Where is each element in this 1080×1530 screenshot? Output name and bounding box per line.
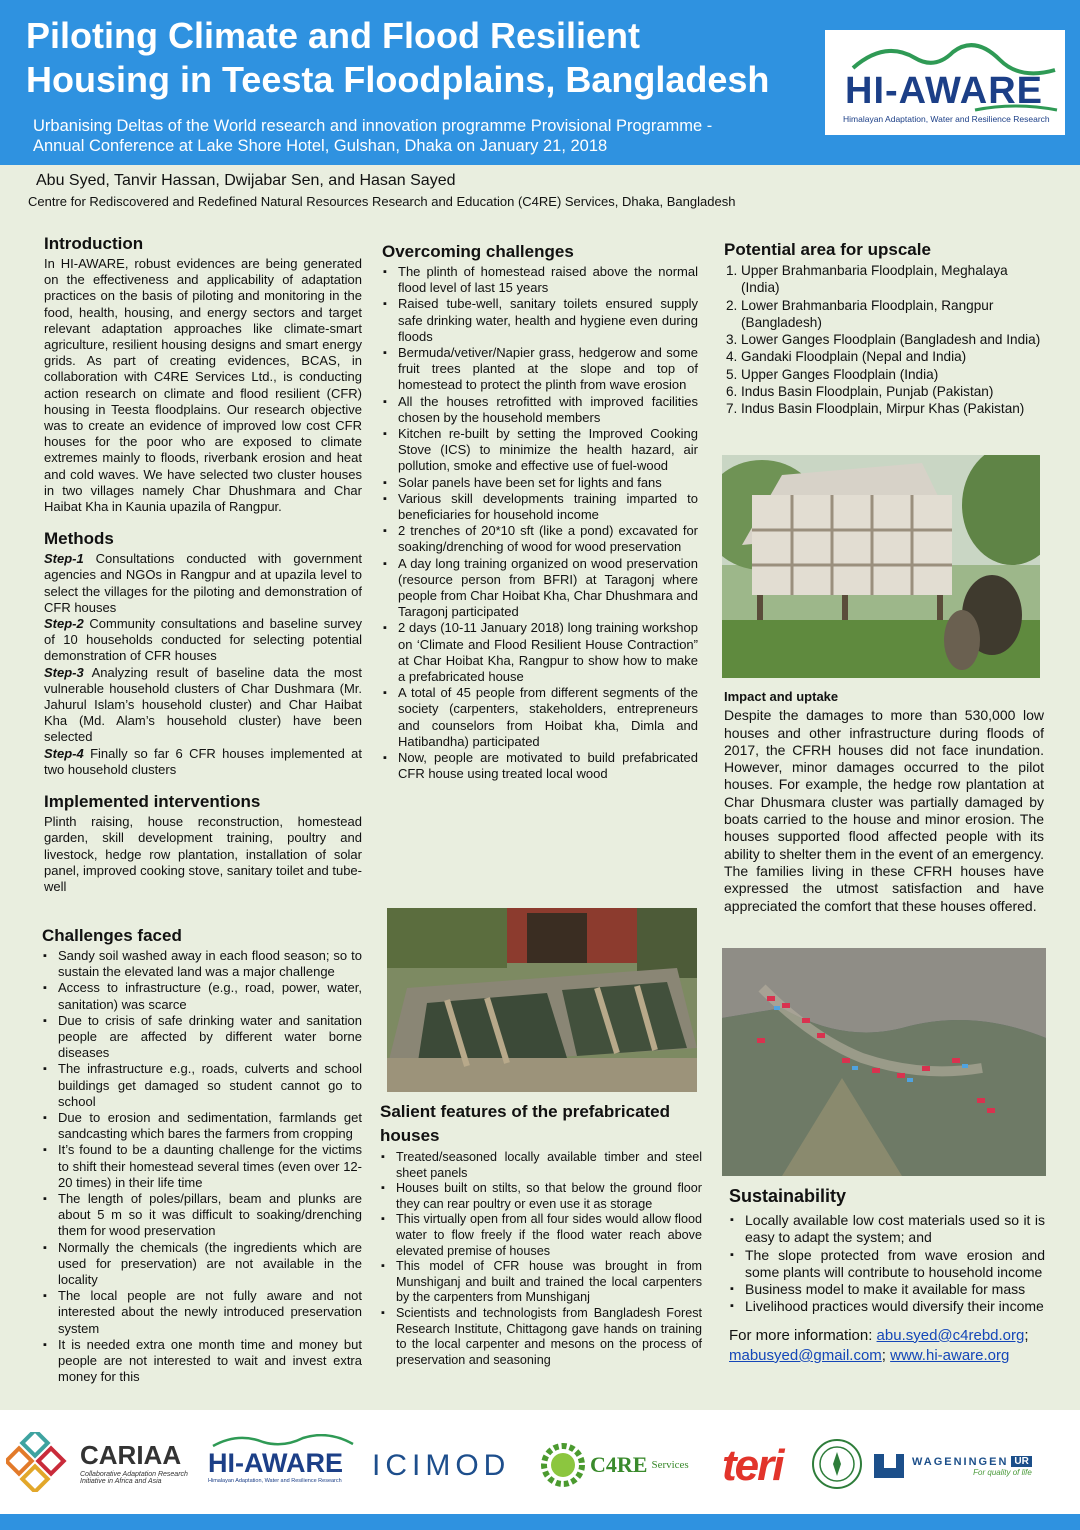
upscale-list bbox=[724, 262, 1044, 418]
poster-subtitle: Urbanising Deltas of the World research and innovation programme Provisional Programme - Annual Conference at Lake Shore Hotel, Gulshan, Dhaka on January 21, 2018 bbox=[33, 117, 713, 155]
list-item: ▪ Locally available low cost materials used so it is easy to adapt the system; and bbox=[729, 1212, 1045, 1247]
list-item: 3. Lower Ganges Floodplain (Bangladesh and India) bbox=[726, 332, 1041, 348]
hi-aware-logo-text: HI-AWARE bbox=[845, 70, 1043, 112]
salient-list bbox=[380, 1150, 702, 1368]
introduction-section bbox=[44, 234, 362, 515]
method-step: Step-3 Analyzing result of baseline data the most vulnerable household clusters of Char Dushmara (Mr. Jahurul Islam’s household cluster) and Char Haibat Kha (Md. Alam’s household cluster) have been selected bbox=[44, 664, 362, 745]
method-step: Step-4 Finally so far 6 CFR houses implemented at two household clusters bbox=[44, 745, 362, 777]
overcoming-section bbox=[382, 242, 698, 783]
upscale-heading: Potential area for upscale bbox=[724, 240, 931, 259]
list-item: ▪ Livelihood practices would diversify their income bbox=[729, 1298, 1045, 1315]
list-item: ▪ All the houses retrofitted with improved facilities chosen by the household members bbox=[382, 394, 698, 426]
cariaa-diamond-icon bbox=[6, 1432, 70, 1492]
implemented-section bbox=[44, 792, 362, 895]
list-item: ▪ Treated/seasoned locally available timber and steel sheet panels bbox=[380, 1150, 702, 1181]
list-item: ▪ Bermuda/vetiver/Napier grass, hedgerow and some fruit trees planted at the slope and top of homestead to protect the plinth from wave erosion bbox=[382, 345, 698, 394]
impact-section bbox=[724, 688, 1044, 915]
government-seal-icon bbox=[810, 1436, 864, 1492]
teri-logo: teri bbox=[722, 1441, 783, 1490]
list-item: ▪ A day long training organized on wood preservation (resource person from BFRI) at Taragonj where people from Char Hoibat Kha, Char Dhushmara and Taragonj participated bbox=[382, 556, 698, 621]
list-item: ▪ Houses built on stilts, so that below the ground floor they can rear poultry or even use it as storage bbox=[380, 1181, 702, 1212]
list-item: ▪ Raised tube-well, sanitary toilets ensured supply safe drinking water, health and hygiene even during floods bbox=[382, 296, 698, 345]
method-step: Step-2 Community consultations and baseline survey of 10 households conducted for selecting potential demonstration of CFR houses bbox=[44, 616, 362, 664]
cariaa-logo: CARIAA Collaborative Adaptation Research Initiative in Africa and Asia bbox=[6, 1432, 206, 1492]
list-item: ▪ Due to erosion and sedimentation, farmlands get sandcasting which bares the farmers from cropping bbox=[42, 1110, 362, 1142]
hi-aware-wave-icon bbox=[208, 1434, 358, 1448]
salient-heading: Salient features of the prefabricated houses bbox=[380, 1102, 671, 1145]
trench-photo bbox=[387, 908, 697, 1092]
overcoming-heading: Overcoming challenges bbox=[382, 242, 574, 261]
impact-text: Despite the damages to more than 530,000 low houses and other infrastructure during floods of 2017, the CFRH houses did not face inundation. However, minor damages occurred to the pilot houses. For example, the hedge row plantation at Char Dhusmara cluster was partially damaged by boats carried to the house and minor erosion. The houses supported flood affected people with its ability to shelter them in the event of an emergency. The families living in these CFRH houses have expressed the utmost satisfaction and have appreciated the comfort that these houses offered. bbox=[724, 707, 1044, 914]
list-item: 6. Indus Basin Floodplain, Punjab (Pakistan) bbox=[726, 384, 994, 400]
challenges-heading: Challenges faced bbox=[42, 926, 182, 945]
more-information: For more information: abu.syed@c4rebd.org; mabusyed@gmail.com; www.hi-aware.org bbox=[729, 1326, 1029, 1364]
footer-bar bbox=[0, 1514, 1080, 1530]
list-item: ▪ Various skill developments training imparted to beneficiaries for household income bbox=[382, 491, 698, 523]
footer-logos bbox=[0, 1410, 1080, 1514]
affiliation: Centre for Rediscovered and Redefined Natural Resources Research and Education (C4RE) Services, Dhaka, Bangladesh bbox=[28, 194, 736, 209]
list-item: ▪ The slope protected from wave erosion and some plants will contribute to household income bbox=[729, 1247, 1045, 1282]
list-item: ▪ Sandy soil washed away in each flood season; so to sustain the elevated land was a major challenge bbox=[42, 948, 362, 980]
overcoming-list bbox=[382, 264, 698, 783]
list-item: 5. Upper Ganges Floodplain (India) bbox=[726, 366, 939, 382]
hi-aware-logo-tagline: Himalayan Adaptation, Water and Resilience Research bbox=[843, 114, 1050, 124]
hi-aware-logo bbox=[825, 30, 1065, 135]
header-banner bbox=[0, 0, 1080, 165]
column-left bbox=[44, 234, 362, 909]
list-item: 1. Upper Brahmanbaria Floodplain, Meghalaya (India) bbox=[726, 263, 1008, 296]
method-step: Step-1 Consultations conducted with government agencies and NGOs in Rangpur and at upazila level to select the villages for the piloting and demonstration of CFR houses bbox=[44, 551, 362, 615]
list-item: ▪ 2 trenches of 20*10 sft (like a pond) excavated for soaking/drenching of wood for wood preservation bbox=[382, 523, 698, 555]
list-item: ▪ Access to infrastructure (e.g., road, power, water, sanitation) was scarce bbox=[42, 980, 362, 1012]
email-link-2[interactable]: mabusyed@gmail.com bbox=[729, 1346, 882, 1364]
list-item: ▪ Scientists and technologists from Bangladesh Forest Research Institute, Chittagong gave hands on training to the local carpenter and mesons on the process of preservation and seasoning bbox=[380, 1306, 702, 1368]
sustainability-heading: Sustainability bbox=[729, 1186, 847, 1206]
list-item: ▪ Solar panels have been set for lights and fans bbox=[382, 475, 698, 491]
list-item: ▪ The local people are not fully aware and not interested about the newly introduced preservation system bbox=[42, 1288, 362, 1337]
list-item: ▪ This model of CFR house was brought in from Munshiganj and built and trained the local carpenters by the carpenters from Munshiganj bbox=[380, 1259, 702, 1306]
implemented-text: Plinth raising, house reconstruction, homestead garden, skill development training, poultry and livestock, hedge row plantation, installation of solar panel, improved cooking stove, sanitary toilet and tube-well bbox=[44, 814, 362, 894]
list-item: ▪ It is needed extra one month time and money but people are not interested to wait and invest extra money for this bbox=[42, 1337, 362, 1386]
hi-aware-footer-logo: HI-AWARE Himalayan Adaptation, Water and Resilience Research bbox=[208, 1434, 368, 1496]
poster-title: Piloting Climate and Flood Resilient Housing in Teesta Floodplains, Bangladesh bbox=[26, 15, 770, 100]
cfr-house-photo bbox=[722, 455, 1040, 678]
list-item: ▪ The length of poles/pillars, beam and plunks are about 5 m so it was difficult to soaking/drenching them for wood preservation bbox=[42, 1191, 362, 1240]
introduction-heading: Introduction bbox=[44, 234, 144, 253]
challenges-list bbox=[42, 948, 362, 1385]
methods-section bbox=[44, 529, 362, 778]
list-item: ▪ The infrastructure e.g., roads, culverts and school buildings get damaged so student cannot go to school bbox=[42, 1061, 362, 1110]
list-item: 2. Lower Brahmanbaria Floodplain, Rangpur (Bangladesh) bbox=[726, 297, 994, 330]
email-link-1[interactable]: abu.syed@c4rebd.org bbox=[876, 1326, 1025, 1344]
wageningen-mark-icon bbox=[872, 1452, 906, 1480]
introduction-text: In HI-AWARE, robust evidences are being generated on the effectiveness and applicability of adaptation practices on the basis of piloting and monitoring in the food, health, housing, and energy sectors and target relevant adaptation approaches like climate-smart agriculture, resilient housing designs and smart energy grids. As part of creating evidences, BCAS, in collaboration with C4RE Services Ltd., is conducting action research on climate and flood resilient (CFR) housing in Teesta floodplains. Our research objective was to create an evidence of improved low cost CFR houses for the poor who are exposed to climate extremes mainly to floods, riverbank erosion and heat and cold waves. We have selected two cluster houses in two villages namely Char Dhushmara and Char Haibat Kha in Kaunia upazila of Rangpur. bbox=[44, 256, 362, 515]
list-item: 7. Indus Basin Floodplain, Mirpur Khas (Pakistan) bbox=[726, 401, 1025, 417]
list-item: ▪ Kitchen re-built by setting the Improved Cooking Stove (ICS) to minimize the health hazard, air pollution, smoke and effective use of fuel-wood bbox=[382, 426, 698, 475]
sustainability-list bbox=[729, 1212, 1045, 1316]
website-link[interactable]: www.hi-aware.org bbox=[890, 1346, 1010, 1364]
list-item: ▪ A total of 45 people from different segments of the society (carpenters, stakeholders, entrepreneurs and counselors from Hoibat kha, Dimla and Hatibandha) participated bbox=[382, 685, 698, 750]
upscale-section bbox=[724, 240, 1044, 418]
list-item: ▪ Business model to make it available for mass bbox=[729, 1281, 1045, 1298]
list-item: ▪ Normally the chemicals (the ingredients which are used for preservation) are not available in the locality bbox=[42, 1240, 362, 1289]
challenges-section bbox=[42, 926, 362, 1385]
list-item: ▪ Due to crisis of safe drinking water and sanitation people are affected by different water borne diseases bbox=[42, 1013, 362, 1062]
salient-section bbox=[380, 1100, 702, 1368]
authors: Abu Syed, Tanvir Hassan, Dwijabar Sen, and Hasan Sayed bbox=[36, 172, 456, 189]
icimod-logo: ICIMOD bbox=[372, 1449, 511, 1482]
list-item: ▪ It’s found to be a daunting challenge for the victims to shift their homestead several times (even over 12-20 times) in their life time bbox=[42, 1142, 362, 1191]
upscale-map bbox=[722, 948, 1046, 1176]
list-item: ▪ This virtually open from all four sides would allow flood water to flow freely if the flood water reach above elevated premise of houses bbox=[380, 1212, 702, 1259]
list-item: ▪ Now, people are motivated to build prefabricated CFR house using treated local wood bbox=[382, 750, 698, 782]
c4re-logo: C4RE Services bbox=[540, 1440, 715, 1490]
c4re-gear-icon bbox=[540, 1442, 586, 1488]
wageningen-logo: WAGENINGEN UR For quality of life bbox=[872, 1446, 1072, 1486]
list-item: ▪ 2 days (10-11 January 2018) long training workshop on ‘Climate and Flood Resilient House Contraction” at Char Hoibat Kha, Rangpur to show how to make a prefabricated house bbox=[382, 620, 698, 685]
implemented-heading: Implemented interventions bbox=[44, 792, 261, 812]
impact-heading: Impact and uptake bbox=[724, 689, 839, 704]
list-item: 4. Gandaki Floodplain (Nepal and India) bbox=[726, 349, 967, 365]
list-item: ▪ The plinth of homestead raised above the normal flood level of last 15 years bbox=[382, 264, 698, 296]
sustainability-section bbox=[729, 1186, 1045, 1366]
methods-heading: Methods bbox=[44, 529, 114, 549]
